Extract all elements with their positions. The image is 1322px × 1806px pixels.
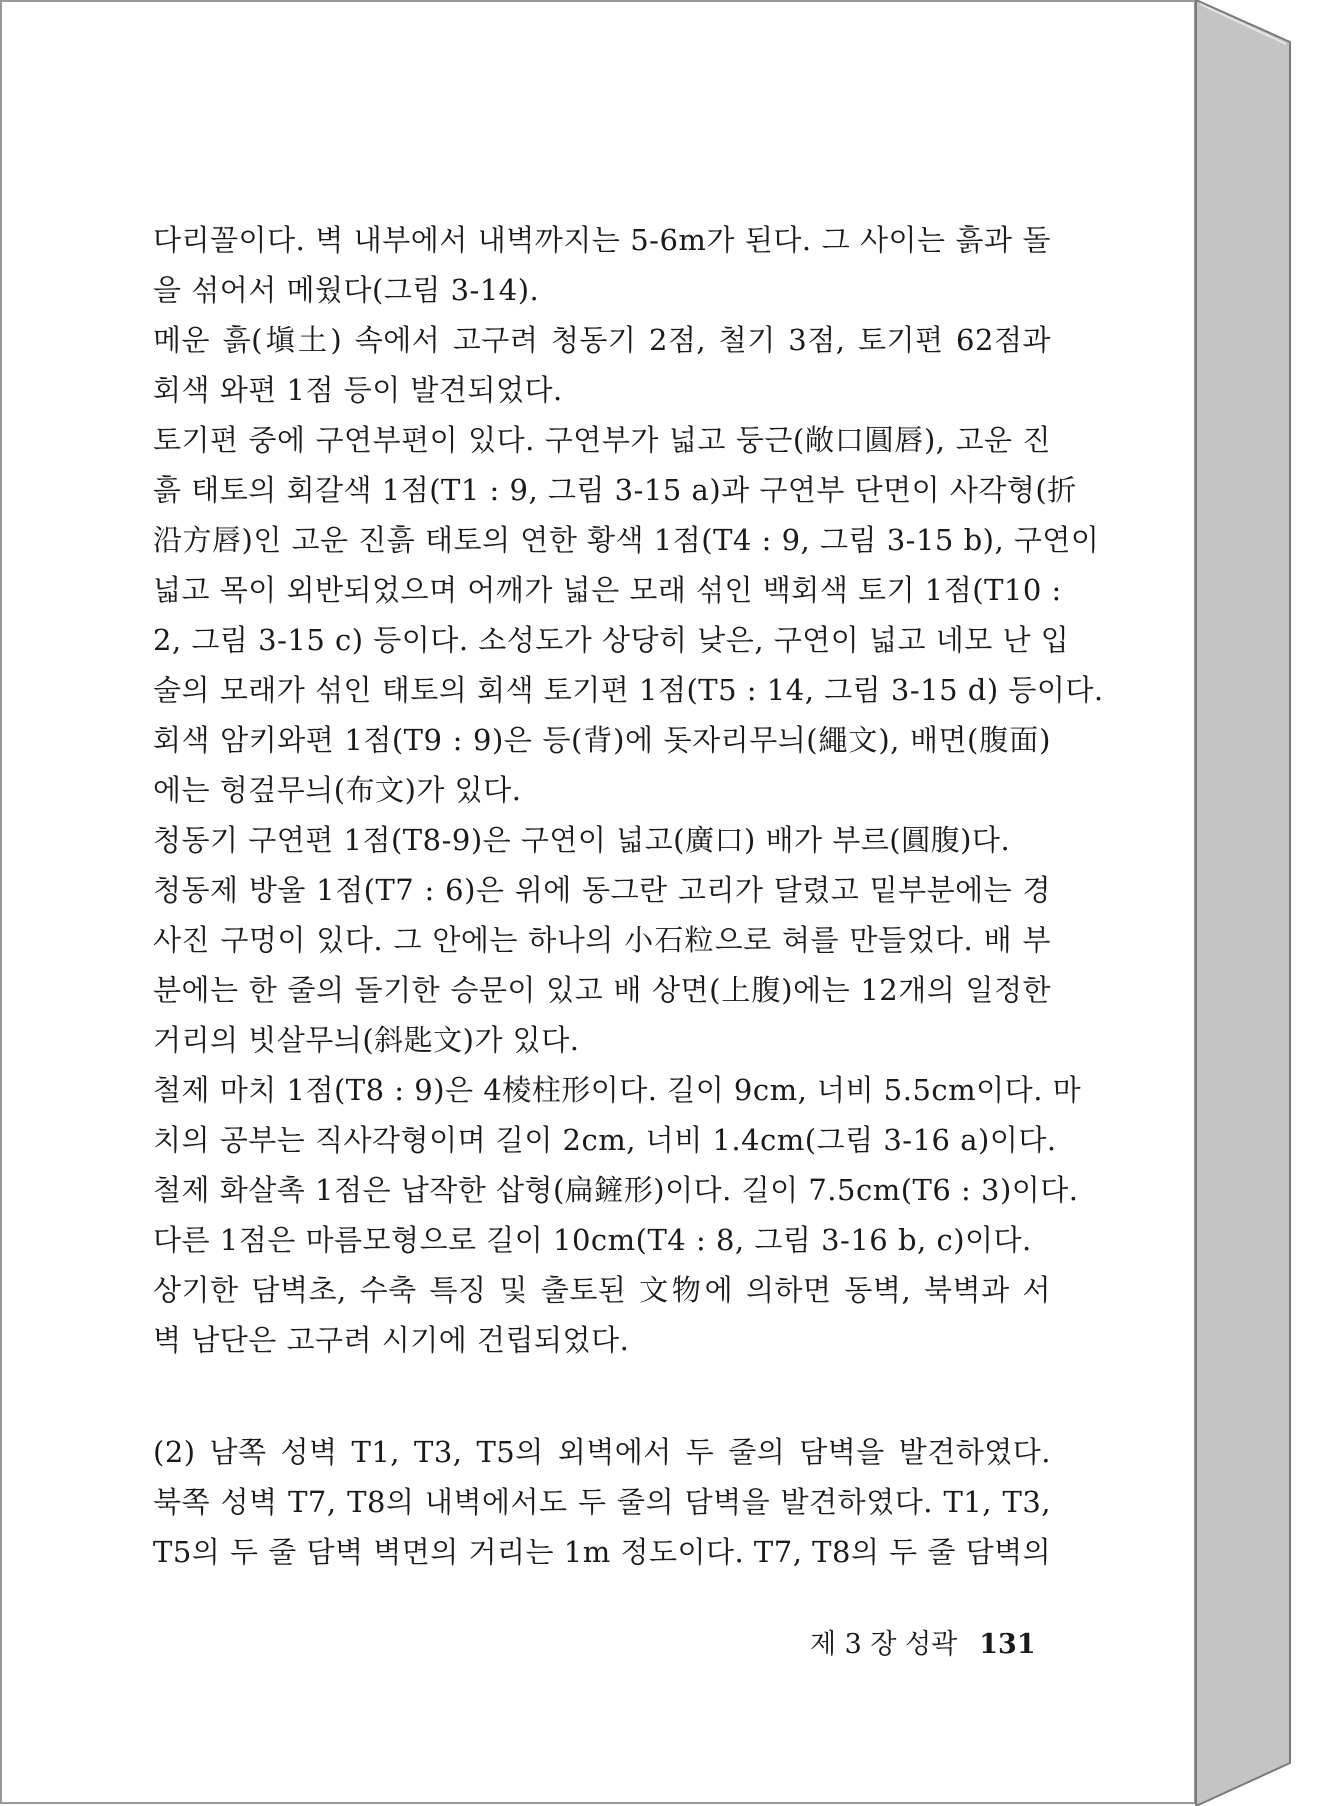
text-line: 다른 1점은 마름모형으로 길이 10cm(T4 : 8, 그림 3-16 b, c)이다. bbox=[153, 1223, 1032, 1257]
text-line: T5의 두 줄 담벽 벽면의 거리는 1m 정도이다. T7, T8의 두 줄 담벽의 bbox=[153, 1535, 1052, 1569]
text-line: 치의 공부는 직사각형이며 길이 2cm, 너비 1.4cm(그림 3-16 a)이다. bbox=[153, 1123, 1057, 1157]
text-line: 토기편 중에 구연부편이 있다. 구연부가 넓고 둥근(敞口圓唇), 고운 진 bbox=[153, 423, 1051, 457]
text-line: 넓고 목이 외반되었으며 어깨가 넓은 모래 섞인 백회색 토기 1점(T10 : bbox=[153, 573, 1062, 607]
text-line: 사진 구멍이 있다. 그 안에는 하나의 小石粒으로 혀를 만들었다. 배 부 bbox=[153, 923, 1051, 957]
text-line: 沿方唇)인 고운 진흙 태토의 연한 황색 1점(T4 : 9, 그림 3-15 b), 구연이 bbox=[153, 523, 1100, 557]
paragraph-6 bbox=[153, 865, 1051, 1065]
page-footer bbox=[810, 1620, 1040, 1670]
text-line: 2, 그림 3-15 c) 등이다. 소성도가 상당히 낮은, 구연이 넓고 네모 난 입 bbox=[153, 623, 1070, 657]
chapter-title: 제 3 장 성곽 bbox=[810, 1629, 958, 1660]
text-line: 흙 태토의 회갈색 1점(T1 : 9, 그림 3-15 a)과 구연부 단면이 사각형(折 bbox=[153, 473, 1077, 507]
text-line: 상기한 담벽초, 수축 특징 및 출토된 文物에 의하면 동벽, 북벽과 서 bbox=[153, 1273, 1051, 1307]
text-line: 벽 남단은 고구려 시기에 건립되었다. bbox=[153, 1323, 630, 1357]
text-line: 다리꼴이다. 벽 내부에서 내벽까지는 5-6m가 된다. 그 사이는 흙과 돌 bbox=[153, 223, 1051, 257]
text-line: 철제 마치 1점(T8 : 9)은 4棱柱形이다. 길이 9cm, 너비 5.5cm이다. 마 bbox=[153, 1073, 1082, 1107]
page-body bbox=[153, 215, 1104, 1577]
text-line: 청동기 구연편 1점(T8-9)은 구연이 넓고(廣口) 배가 부르(圓腹)다. bbox=[153, 823, 1011, 857]
text-line: 회색 암키와편 1점(T9 : 9)은 등(背)에 돗자리무늬(繩文), 배면(腹面) bbox=[153, 723, 1051, 757]
paragraph-10 bbox=[153, 1427, 1051, 1577]
text-line: 북쪽 성벽 T7, T8의 내벽에서도 두 줄의 담벽을 발견하였다. T1, T3, bbox=[153, 1485, 1051, 1519]
text-line: 술의 모래가 섞인 태토의 회색 토기편 1점(T5 : 14, 그림 3-15 d) 등이다. bbox=[153, 673, 1104, 707]
paragraph-7 bbox=[153, 1065, 1082, 1165]
text-line: 메운 흙(塡土) 속에서 고구려 청동기 2점, 철기 3점, 토기편 62점과 bbox=[153, 323, 1051, 357]
paragraph-2 bbox=[153, 315, 1051, 415]
paragraph-5 bbox=[153, 815, 1051, 865]
text-line: 을 섞어서 메웠다(그림 3-14). bbox=[153, 273, 540, 307]
paragraph-3 bbox=[153, 415, 1104, 715]
paragraph-8 bbox=[153, 1165, 1079, 1265]
paragraph-1 bbox=[153, 215, 1051, 315]
text-line: 거리의 빗살무늬(斜匙文)가 있다. bbox=[153, 1023, 580, 1057]
text-line: 회색 와편 1점 등이 발견되었다. bbox=[153, 373, 563, 407]
page-number: 131 bbox=[979, 1629, 1036, 1660]
text-line: (2) 남쪽 성벽 T1, T3, T5의 외벽에서 두 줄의 담벽을 발견하였다. bbox=[153, 1435, 1051, 1469]
paragraph-9 bbox=[153, 1265, 1051, 1365]
text-line: 에는 헝겊무늬(布文)가 있다. bbox=[153, 773, 522, 807]
text-line: 철제 화살촉 1점은 납작한 삽형(扁鏟形)이다. 길이 7.5cm(T6 : 3)이다. bbox=[153, 1173, 1079, 1207]
paragraph-4 bbox=[153, 715, 1051, 815]
text-line: 분에는 한 줄의 돌기한 승문이 있고 배 상면(上腹)에는 12개의 일정한 bbox=[153, 973, 1051, 1007]
text-line: 청동제 방울 1점(T7 : 6)은 위에 동그란 고리가 달렸고 밑부분에는 경 bbox=[153, 873, 1051, 907]
